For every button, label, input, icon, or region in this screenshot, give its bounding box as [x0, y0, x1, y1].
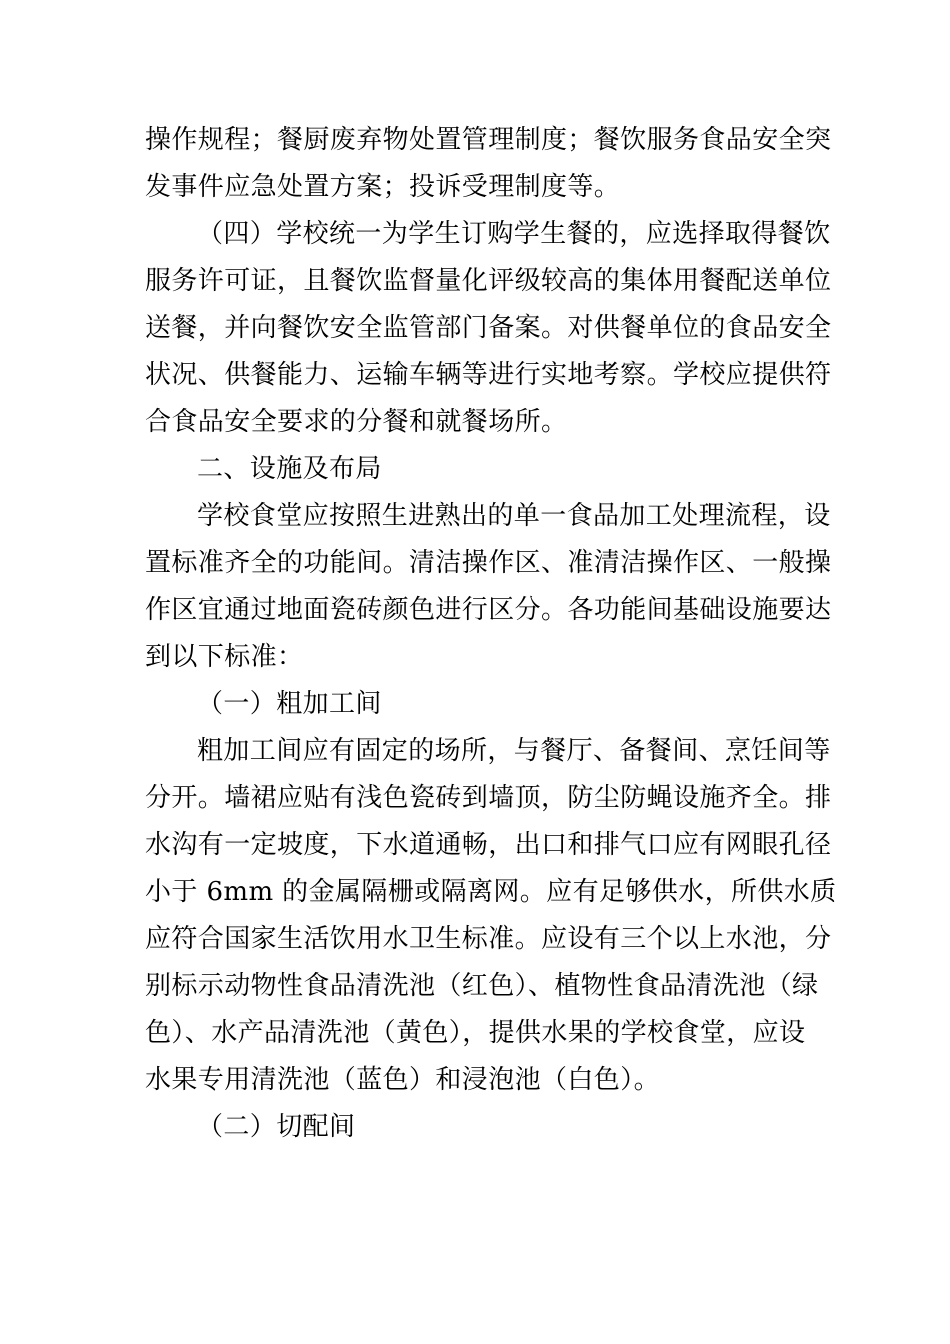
paragraph-start-line: 学校食堂应按照生进熟出的单一食品加工处理流程，设 — [197, 501, 831, 531]
paragraph-start-line: 粗加工间应有固定的场所，与餐厅、备餐间、烹饪间等 — [197, 736, 831, 766]
paragraph-line: 置标准齐全的功能间。清洁操作区、准清洁操作区、一般操 — [145, 548, 832, 578]
paragraph-line: 色）、水产品清洗池（黄色），提供水果的学校食堂，应设 — [145, 1018, 806, 1048]
paragraph-line: 分开。墙裙应贴有浅色瓷砖到墙顶，防尘防蝇设施齐全。排 — [145, 783, 832, 813]
paragraph-line: 别标示动物性食品清洗池（红色）、植物性食品清洗池（绿 — [145, 971, 819, 1001]
paragraph-line: 操作规程；餐厨废弃物处置管理制度；餐饮服务食品安全突 — [145, 125, 832, 155]
document-body — [145, 117, 837, 1151]
paragraph-line: 作区宜通过地面瓷砖颜色进行区分。各功能间基础设施要达 — [145, 595, 832, 625]
paragraph-line: 服务许可证，且餐饮监督量化评级较高的集体用餐配送单位 — [145, 266, 832, 296]
paragraph-line: 合食品安全要求的分餐和就餐场所。 — [145, 407, 568, 437]
paragraph-start-line: （四）学校统一为学生订购学生餐的，应选择取得餐饮 — [197, 219, 831, 249]
paragraph-line: 水沟有一定坡度，下水道通畅，出口和排气口应有网眼孔径 — [145, 830, 832, 860]
paragraph-line: 小于 6mm 的金属隔栅或隔离网。应有足够供水，所供水质 — [145, 877, 837, 907]
paragraph-line: 发事件应急处置方案；投诉受理制度等。 — [145, 172, 621, 202]
paragraph-line: 应符合国家生活饮用水卫生标准。应设有三个以上水池，分 — [145, 924, 832, 954]
section-heading: 二、设施及布局 — [197, 454, 382, 484]
paragraph-line: 状况、供餐能力、运输车辆等进行实地考察。学校应提供符 — [145, 360, 832, 390]
subsection-heading: （一）粗加工间 — [197, 689, 382, 719]
paragraph-line: 水果专用清洗池（蓝色）和浸泡池（白色）。 — [145, 1065, 661, 1095]
paragraph-line: 送餐，并向餐饮安全监管部门备案。对供餐单位的食品安全 — [145, 313, 832, 343]
paragraph-line: 到以下标准： — [145, 642, 304, 672]
subsection-heading: （二）切配间 — [197, 1112, 356, 1142]
